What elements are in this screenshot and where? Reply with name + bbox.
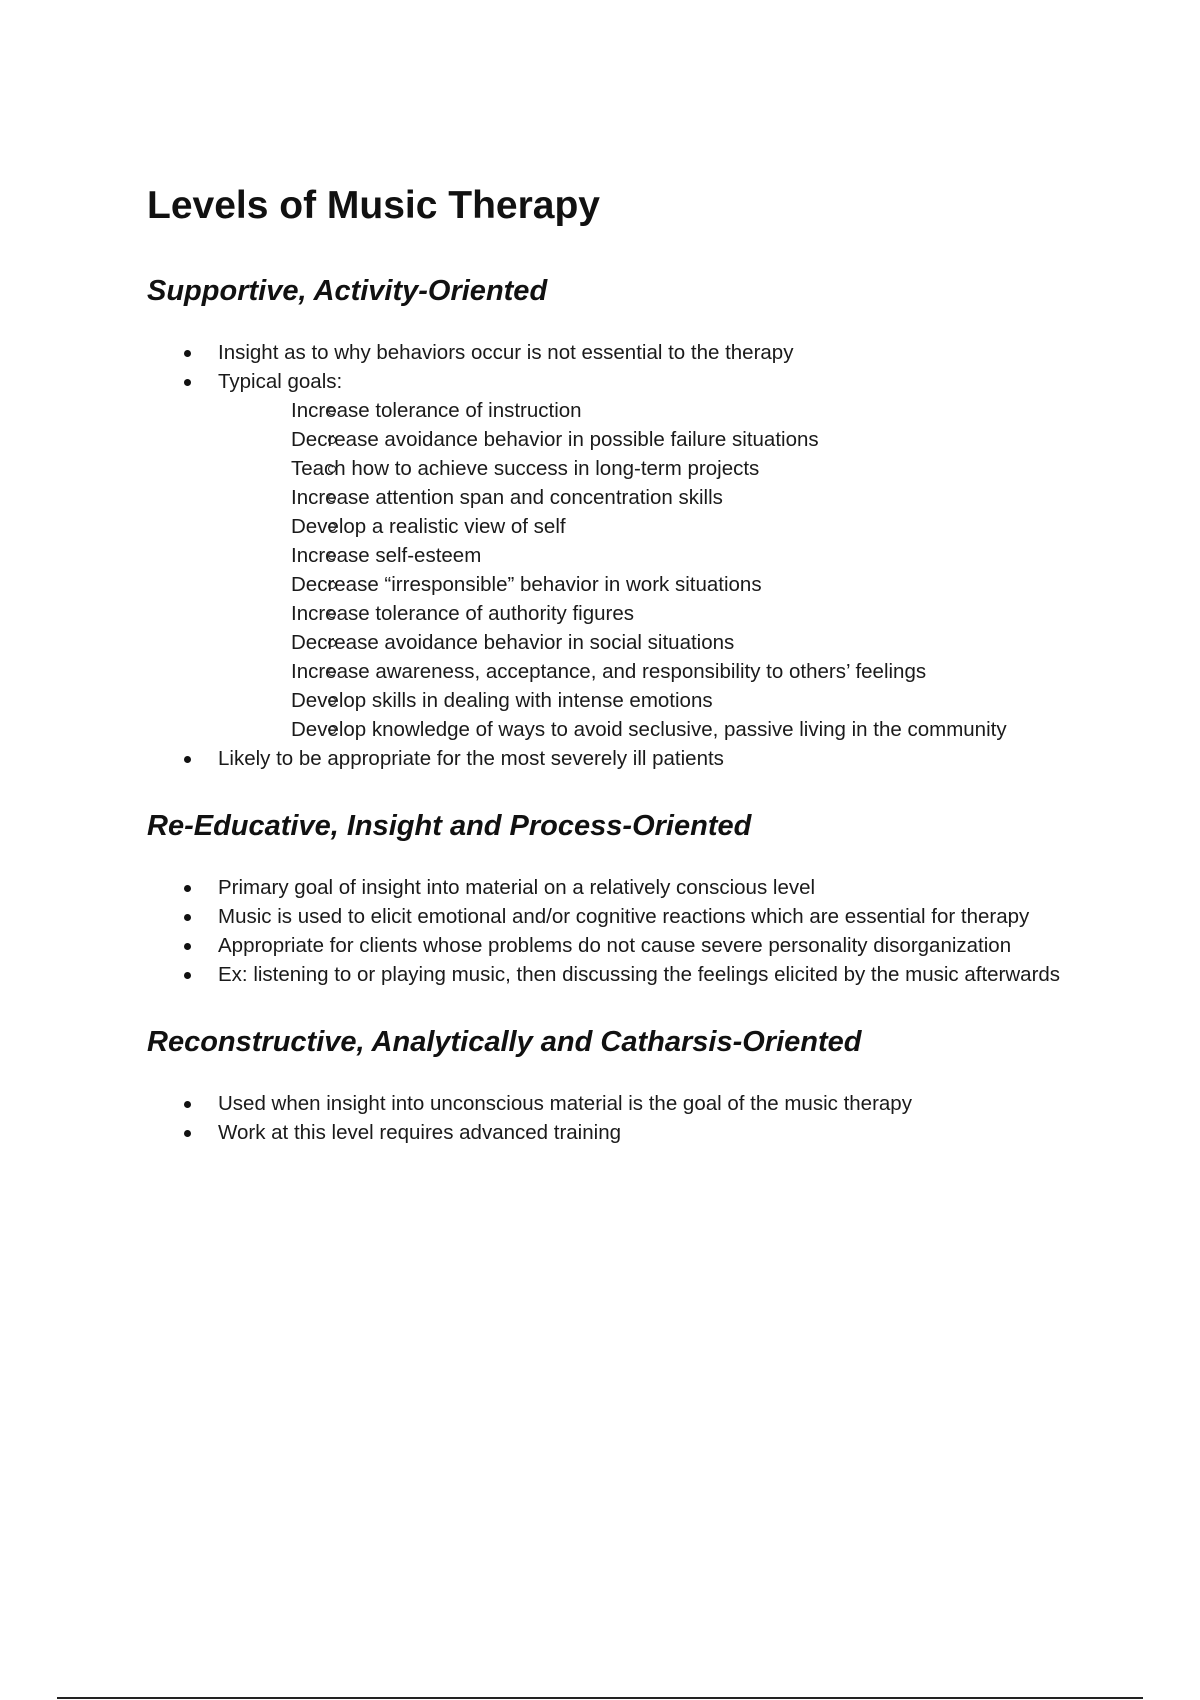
sub-list-item (218, 599, 1107, 628)
sub-list-item-text: Increase awareness, acceptance, and responsibility to others’ feelings (291, 660, 927, 683)
bullet-icon (184, 1101, 191, 1108)
sub-list-item-text: Increase tolerance of instruction (291, 399, 582, 422)
bullet-icon (184, 972, 191, 979)
bullet-icon (184, 885, 191, 892)
hollow-bullet-icon (328, 407, 336, 415)
list-item-text: Work at this level requires advanced training (218, 1121, 621, 1144)
sub-list-item (218, 396, 1107, 425)
sub-list-item-text: Increase tolerance of authority figures (291, 602, 634, 625)
hollow-bullet-icon (328, 639, 336, 647)
footer-divider (57, 1697, 1143, 1699)
hollow-bullet-icon (328, 494, 336, 502)
hollow-bullet-icon (328, 436, 336, 444)
section-heading-supportive: Supportive, Activity-Oriented (147, 275, 548, 307)
hollow-bullet-icon (328, 726, 336, 734)
hollow-bullet-icon (328, 668, 336, 676)
sub-list-item (218, 541, 1107, 570)
list-item (147, 873, 1107, 902)
bullet-icon (184, 350, 191, 357)
list-item (147, 931, 1107, 960)
sub-list-item-text: Develop knowledge of ways to avoid seclusive, passive living in the community (291, 718, 1007, 741)
list-item-text: Typical goals: (218, 370, 343, 393)
hollow-bullet-icon (328, 610, 336, 618)
hollow-bullet-icon (328, 552, 336, 560)
list-item (147, 1089, 1107, 1118)
sub-list-item-text: Teach how to achieve success in long-term projects (291, 457, 760, 480)
sub-list-item (218, 570, 1107, 599)
list-item (147, 960, 1107, 989)
list-item (147, 902, 1107, 931)
sub-list-item-text: Decrease “irresponsible” behavior in work situations (291, 573, 762, 596)
sub-list-item-text: Increase self-esteem (291, 544, 482, 567)
sub-list-item (218, 512, 1107, 541)
sub-list-item (218, 425, 1107, 454)
hollow-bullet-icon (328, 523, 336, 531)
section-heading-reconstructive: Reconstructive, Analytically and Catharsis-Oriented (147, 1026, 862, 1058)
bullet-list-reconstructive (147, 1089, 1107, 1147)
section-heading-re-educative: Re-Educative, Insight and Process-Oriented (147, 810, 752, 842)
bullet-icon (184, 756, 191, 763)
bullet-list-supportive (147, 338, 1107, 773)
document-page (147, 180, 1107, 1181)
hollow-bullet-icon (328, 581, 336, 589)
bullet-icon (184, 914, 191, 921)
bullet-icon (184, 1130, 191, 1137)
sub-list-item-text: Develop skills in dealing with intense emotions (291, 689, 713, 712)
sub-list-item (218, 454, 1107, 483)
sub-list-item-text: Increase attention span and concentration skills (291, 486, 723, 509)
bullet-icon (184, 943, 191, 950)
sub-list-item (218, 657, 1107, 686)
list-item (147, 338, 1107, 367)
sub-list-item (218, 686, 1107, 715)
bullet-icon (184, 379, 191, 386)
page-title: Levels of Music Therapy (147, 184, 600, 227)
sub-list-item (218, 715, 1107, 744)
bullet-list-re-educative (147, 873, 1107, 989)
list-item-text: Ex: listening to or playing music, then discussing the feelings elicited by the music afterwards (218, 963, 1061, 986)
list-item (147, 1118, 1107, 1147)
list-item-text: Primary goal of insight into material on a relatively conscious level (218, 876, 816, 899)
list-item-text: Likely to be appropriate for the most severely ill patients (218, 747, 724, 770)
sub-list-typical-goals (218, 396, 1107, 744)
list-item-text: Music is used to elicit emotional and/or cognitive reactions which are essential for therapy (218, 905, 1030, 928)
list-item (147, 744, 1107, 773)
sub-list-item (218, 483, 1107, 512)
hollow-bullet-icon (328, 465, 336, 473)
list-item-text: Insight as to why behaviors occur is not essential to the therapy (218, 341, 794, 364)
sub-list-item (218, 628, 1107, 657)
hollow-bullet-icon (328, 697, 336, 705)
list-item-text: Used when insight into unconscious material is the goal of the music therapy (218, 1092, 912, 1115)
list-item (147, 367, 1107, 744)
sub-list-item-text: Decrease avoidance behavior in social situations (291, 631, 735, 654)
sub-list-item-text: Develop a realistic view of self (291, 515, 566, 538)
sub-list-item-text: Decrease avoidance behavior in possible failure situations (291, 428, 819, 451)
list-item-text: Appropriate for clients whose problems do not cause severe personality disorganization (218, 934, 1012, 957)
